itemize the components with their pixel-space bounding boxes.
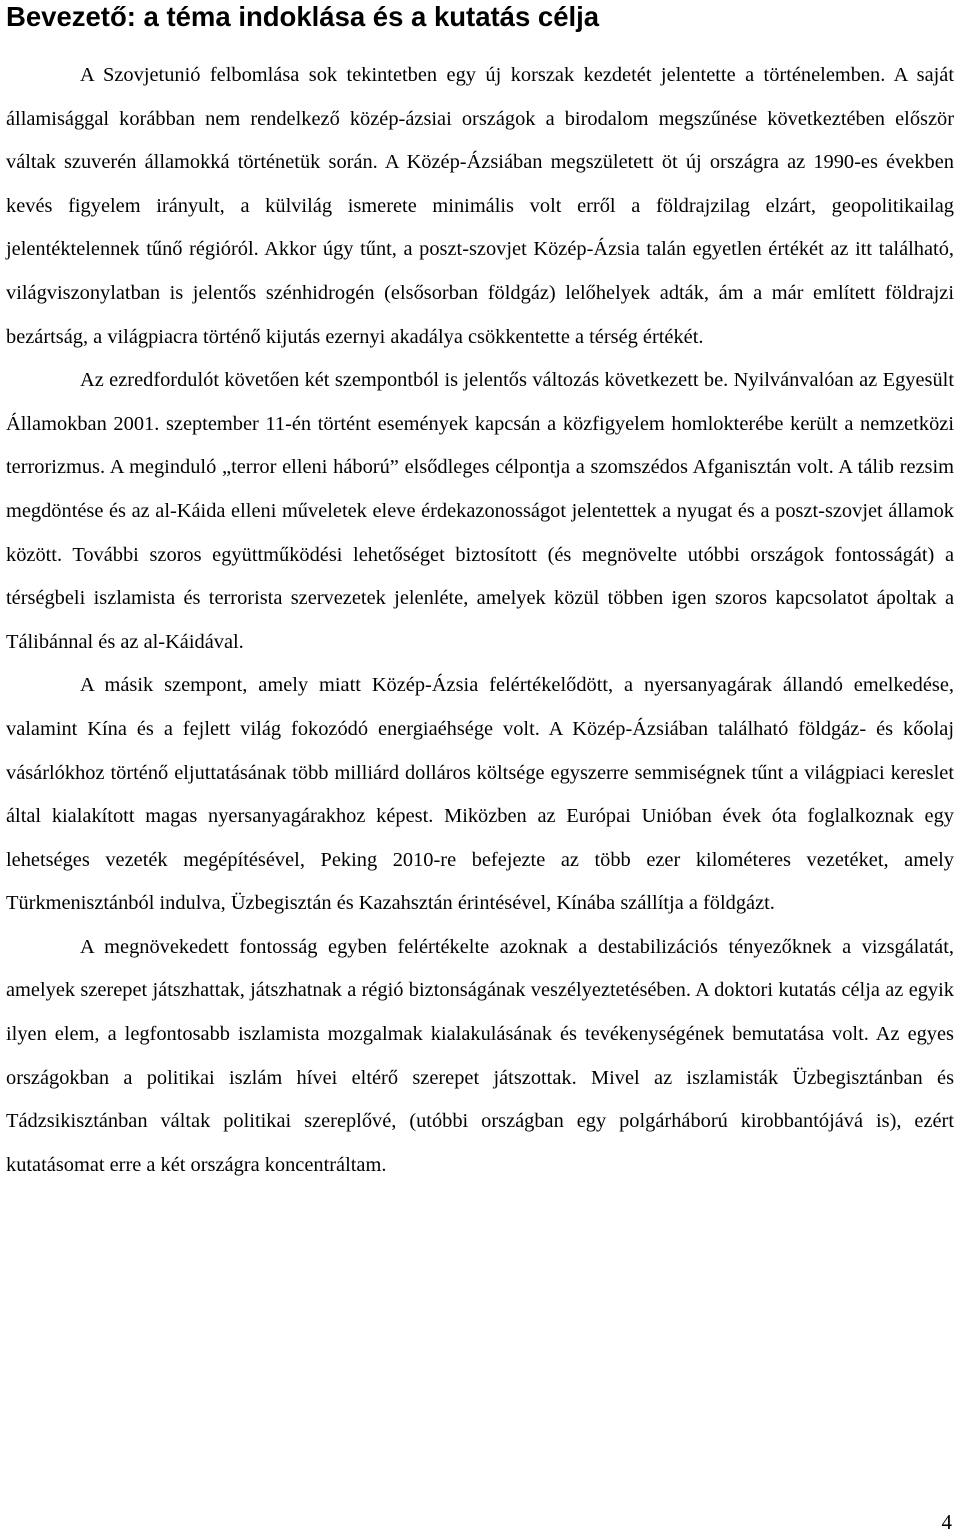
body-text bbox=[6, 54, 954, 1187]
paragraph: A Szovjetunió felbomlása sok tekintetben egy új korszak kezdetét jelentette a történelemben. A saját államisággal korábban nem rendelkező közép-ázsiai országok a birodalom megszűnése következtében először váltak szuverén államokká történetük során. A Közép-Ázsiában megszületett öt új országra az 1990-es években kevés figyelem irányult, a külvilág ismerete minimális volt erről a földrajzilag elzárt, geopolitikailag jelentéktelennek tűnő régióról. Akkor úgy tűnt, a poszt-szovjet Közép-Ázsia talán egyetlen értékét az itt található, világviszonylatban is jelentős szénhidrogén (elsősorban földgáz) lelőhelyek adták, ám a már említett földrajzi bezártság, a világpiacra történő kijutás ezernyi akadálya csökkentette a térség értékét. bbox=[6, 64, 954, 348]
paragraph: Az ezredfordulót követően két szempontból is jelentős változás következett be. Nyilvánvalóan az Egyesült Államokban 2001. szeptember 11-én történt események kapcsán a közfigyelem homlokterébe került a nemzetközi terrorizmus. A meginduló „terror elleni háború” elsődleges célpontja a szomszédos Afganisztán volt. A tálib rezsim megdöntése és az al-Káida elleni műveletek eleve érdekazonosságot jelentettek a nyugat és a poszt-szovjet államok között. További szoros együttműködési lehetőséget biztosított (és megnövelte utóbbi országok fontosságát) a térségbeli iszlamista és terrorista szervezetek jelenléte, amelyek közül többen igen szoros kapcsolatot ápoltak a Tálibánnal és az al-Káidával. bbox=[6, 369, 954, 653]
page-title: Bevezető: a téma indoklása és a kutatás célja bbox=[6, 1, 600, 32]
page-number: 4 bbox=[941, 1510, 952, 1534]
paragraph: A másik szempont, amely miatt Közép-Ázsia felértékelődött, a nyersanyagárak állandó emelkedése, valamint Kína és a fejlett világ fokozódó energiaéhsége volt. A Közép-Ázsiában található földgáz- és kőolaj vásárlókhoz történő eljuttatásának több milliárd dolláros költsége egyszerre semmiségnek tűnt a világpiaci kereslet által kialakított magas nyersanyagárakhoz képest. Miközben az Európai Unióban évek óta foglalkoznak egy lehetséges vezeték megépítésével, Peking 2010-re befejezte az több ezer kilométeres vezetéket, amely Türkmenisztánból indulva, Üzbegisztán és Kazahsztán érintésével, Kínába szállítja a földgázt. bbox=[6, 674, 954, 915]
paragraph: A megnövekedett fontosság egyben felértékelte azoknak a destabilizációs tényezőknek a vizsgálatát, amelyek szerepet játszhattak, játszhatnak a régió biztonságának veszélyeztetésében. A doktori kutatás célja az egyik ilyen elem, a legfontosabb iszlamista mozgalmak kialakulásának és tevékenységének bemutatása volt. Az egyes országokban a politikai iszlám hívei eltérő szerepet játszottak. Mivel az iszlamisták Üzbegisztánban és Tádzsikisztánban váltak politikai szereplővé, (utóbbi országban egy polgárháború kirobbantójává is), ezért kutatásomat erre a két országra koncentráltam. bbox=[6, 935, 954, 1176]
